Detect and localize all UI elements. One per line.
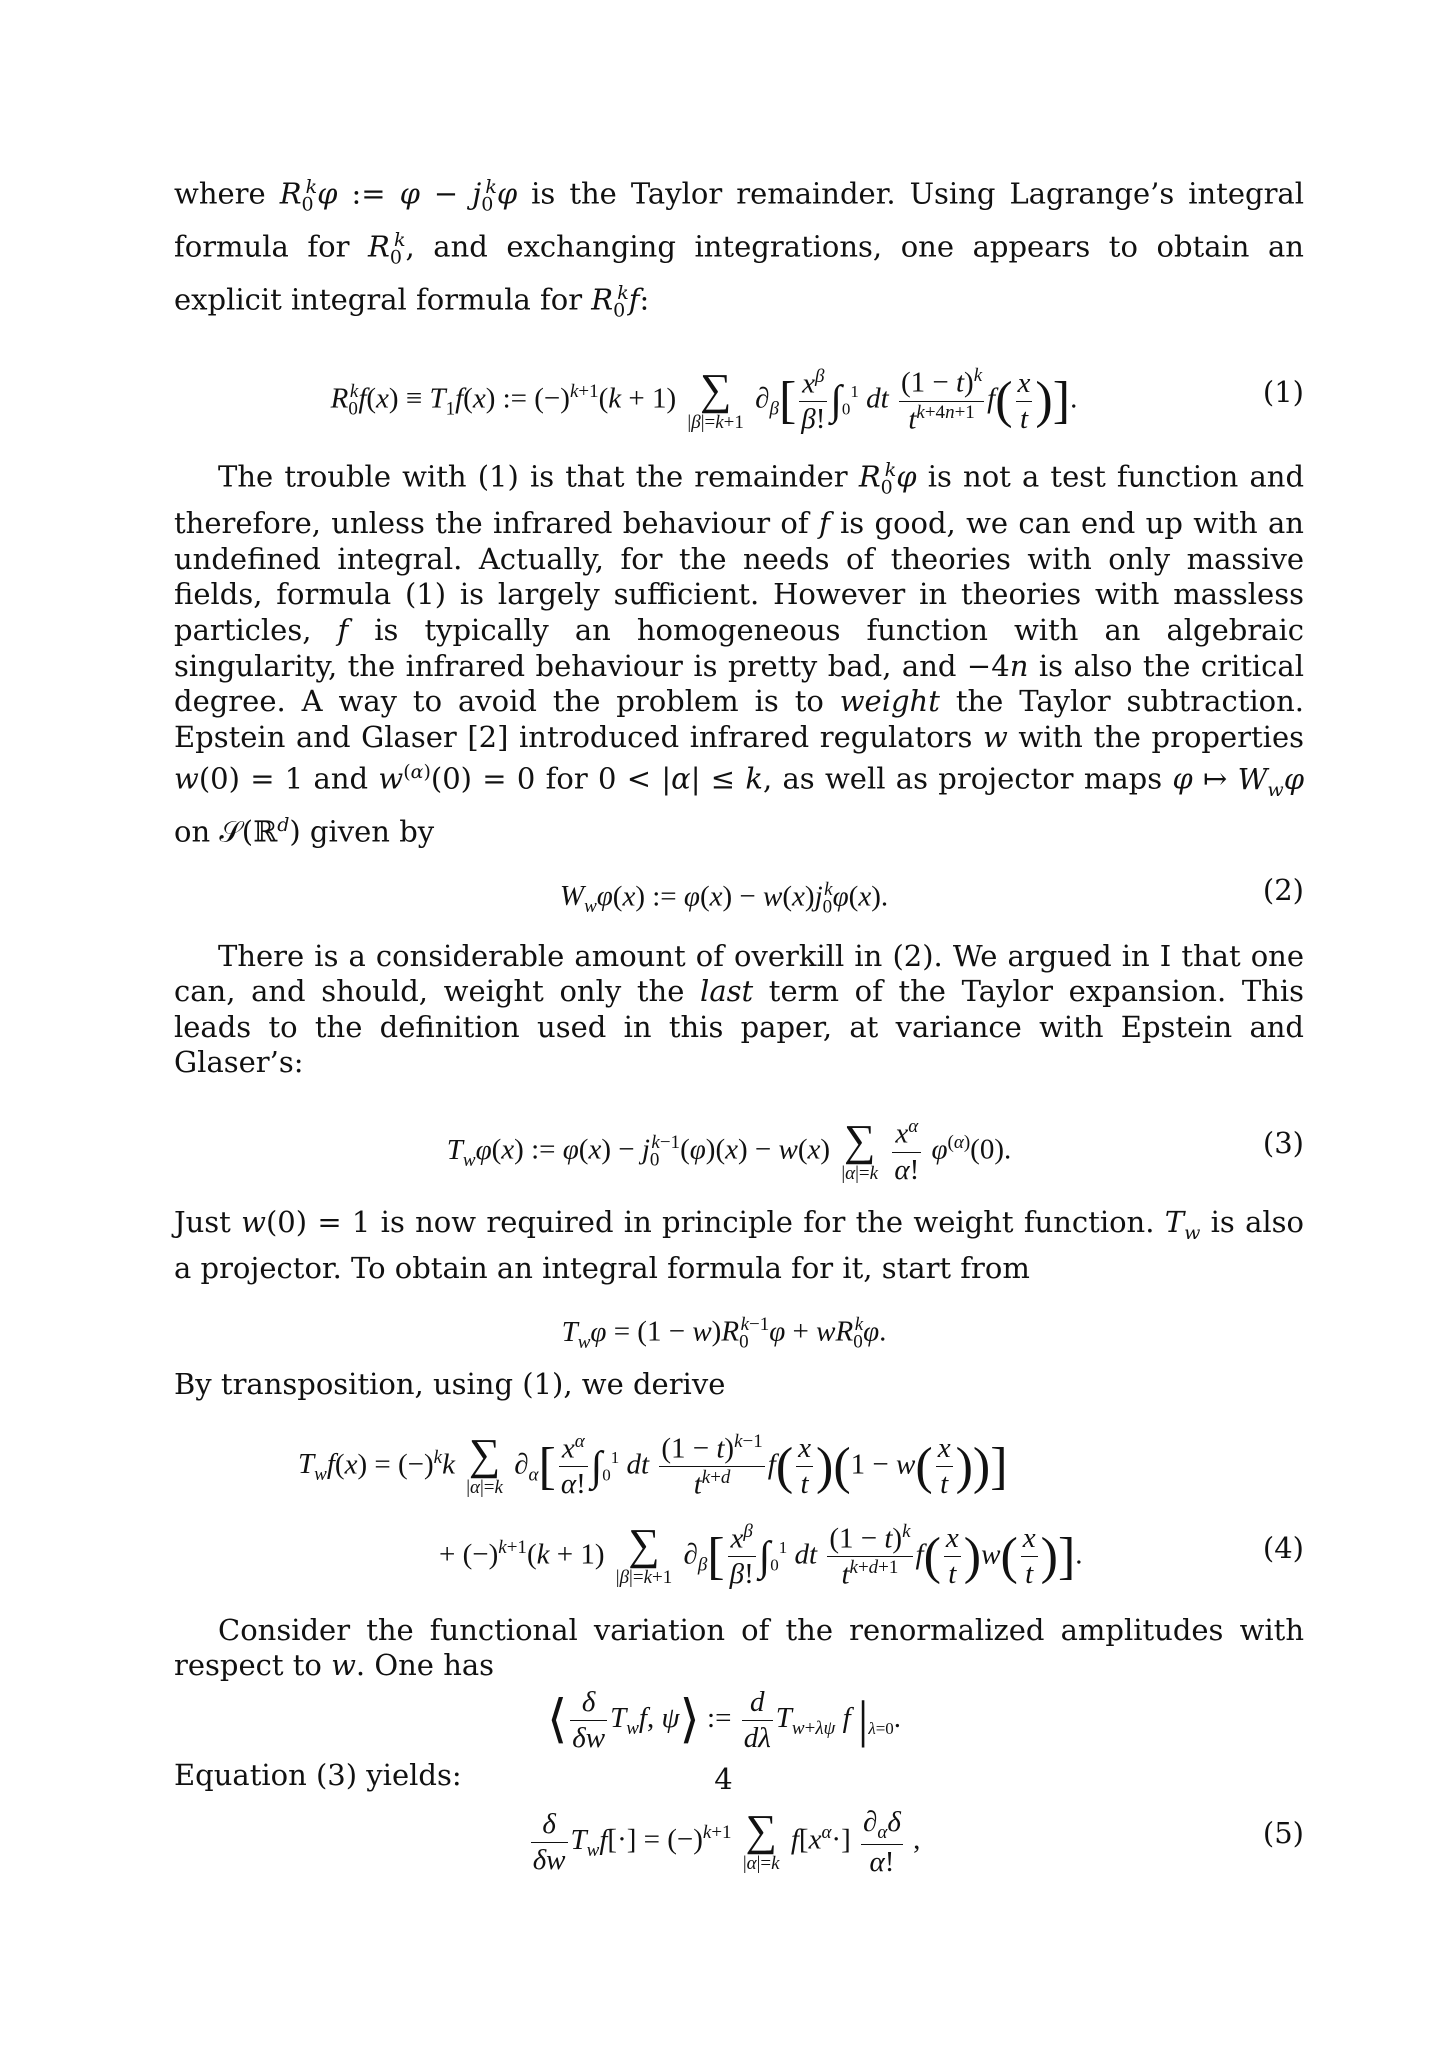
page-content — [174, 170, 1305, 1879]
paragraph-2: The trouble with (1) is that the remainder $R_0^k\varphi$ is not a test function and therefore, unless the infrared behaviour of f is good, we can end up with an undefined integral. Actually, for the needs of theories with only massive fields, formula (1) is largely sufficient. However in theories with massless particles, f is typically an homogeneous function with an algebraic singularity, the infrared behaviour is pretty bad, and −4n is also the critical degree. A way to avoid the problem is to weight the Taylor subtraction. Epstein and Glaser [2] introduced infrared regulators w with the properties w(0) = 1 and $w^{(\alpha)}(0) = 0$ for 0 < |α| ≤ k, as well as projector maps φ ↦ $W_w\varphi$ on 𝒮(ℝ$^d$) given by — [174, 459, 1305, 850]
paragraph-6: Consider the functional variation of the renormalized amplitudes with respect to w. One has — [174, 1612, 1304, 1683]
equation-2: $W_w\varphi(x)$ := $\varphi(x) - w(x)j_0^k\varphi(x)$. (2) — [174, 865, 1304, 915]
paragraph-1: where $R_0^k\varphi$ := $\varphi - j_0^k\varphi$ is the Taylor remainder. Using Lagrange’s integral formula for $R_0^k$, and exchanging integrations, one appears to obtain an explicit integral formula for $R_0^kf$: — [174, 176, 1304, 322]
equation-label: (2) — [1262, 872, 1304, 907]
page-number: 4 — [714, 1762, 733, 1796]
equation-label: (1) — [1262, 375, 1304, 410]
paragraph-4: Just w(0) = 1 is now required in principle for the weight function. $T_w$ is also a projector. To obtain an integral formula for it, start from — [174, 1205, 1305, 1286]
paragraph-7: Equation (3) yields: — [174, 1757, 462, 1792]
equation-3: $T_w\varphi(x)$ := $\varphi(x) - j_0^{k-1}(\varphi)(x) - w(x)$ ∑ |α|=k $\frac{x^\alpha}{\alpha!}$ $\varphi^{(\alpha)}(0)$. (3) — [174, 1103, 1304, 1183]
paragraph-3: There is a considerable amount of overkill in (2). We argued in I that one can, and should, weight only the last term of the Taylor expansion. This leads to the definition used in this paper, at variance with Epstein and Glaser’s: — [174, 938, 1304, 1080]
equation-1: $R_0^kf(x) \equiv T_1f(x)$ := $(-)^{k+1}(k + 1)$ ∑ |β|=k+1 $\partial_\beta$[ $\frac{x^\beta}{\beta!}$ $\int_0^1$ dt $\frac{(1 - t)^k}{t^{k+4n+1}}$ f( $\frac{x}{t}$ )]. (1) — [174, 347, 1304, 437]
equation-unnumbered-2: ⟨ $\frac{\delta}{\delta w}$ $T_wf$, ψ⟩ := $\frac{d}{d\lambda}$ $T_{w+\lambda\psi}$ f $|_{\lambda=0}$. — [546, 1685, 902, 1754]
equation-4: $T_wf(x) = (-)^kk$ ∑ |α|=k $\partial_\alpha$[ $\frac{x^\alpha}{\alpha!}$ $\int_0^1$ dt $\frac{(1 - t)^{k-1}}{t^{k+d}}$ f( $\frac{x}{t}$ )(1 − w( $\frac{x}{t}$ ))] + $(-)^{k+1}(k + 1)$ ∑ |β|=k+1 $\partial_\beta$[ $\frac{x^\beta}{\beta!}$ $\int_0^1$ dt $\frac{(1 - t)^k}{t^{k+d+1}}$ f( $\frac{x}{t}$ )w( $\frac{x}{t}$ )]. (4) — [298, 1430, 1304, 1591]
equation-unnumbered-1: $T_w\varphi = (1 - w)R_0^{k-1}\varphi + wR_0^k\varphi$. — [561, 1314, 887, 1353]
equation-5: $\frac{\delta}{\delta w}$ $T_wf[\cdot] = (-)^{k+1}$ ∑ |α|=k $f[x^\alpha\cdot]$ $\frac{\partial_\alpha\delta}{\alpha!}$ , (5) — [174, 1793, 1304, 1873]
equation-label: (3) — [1262, 1126, 1304, 1161]
paragraph-5: By transposition, using (1), we derive — [174, 1367, 726, 1401]
equation-label: (4) — [1262, 1530, 1304, 1565]
equation-label: (5) — [1262, 1816, 1304, 1851]
